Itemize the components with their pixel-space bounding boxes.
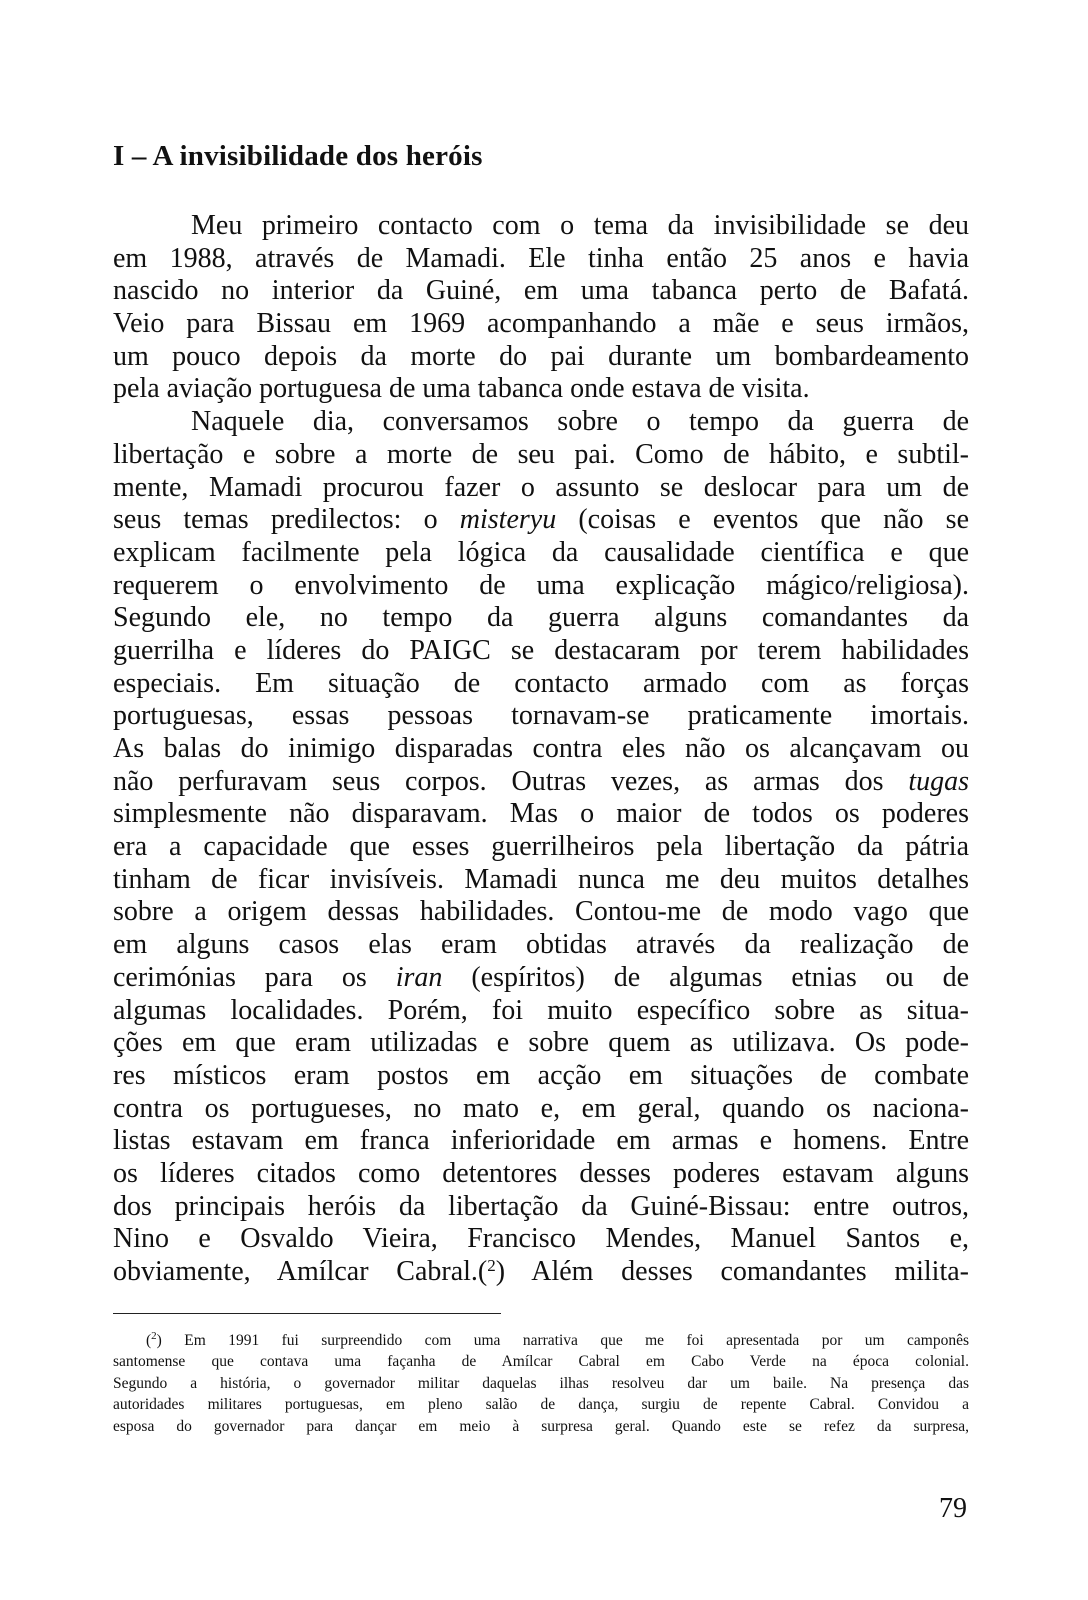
italic-term: misteryu (459, 504, 557, 536)
body-line: libertação e sobre a morte de seu pai. Como de hábito, e subtil- (113, 438, 969, 470)
body-line: os líderes citados como detentores desses poderes estavam alguns (113, 1157, 969, 1189)
body-line (113, 504, 969, 537)
body-line: em 1988, através de Mamadi. Ele tinha então 25 anos e havia (113, 242, 969, 274)
footnote-marker: 2 (151, 1330, 157, 1342)
body-line (113, 962, 969, 995)
footnote-line: esposa do governador para dançar em meio à surpresa geral. Quando este se refez da surpresa, (113, 1417, 969, 1435)
body-line: Segundo ele, no tempo da guerra alguns comandantes da (113, 602, 969, 634)
body-line: algumas localidades. Porém, foi muito específico sobre as situa- (113, 994, 969, 1026)
body-line: Meu primeiro contacto com o tema da invisibilidade se deu (191, 210, 969, 241)
body-line-part: ) Além desses comandantes milita- (495, 1256, 969, 1287)
body-line: especiais. Em situação de contacto armado com as forças (113, 667, 969, 699)
body-line: pela aviação portuguesa de uma tabanca onde estava de visita. (113, 373, 810, 405)
footnote-paren: ( (146, 1332, 152, 1349)
body-line (113, 1256, 969, 1289)
body-line: um pouco depois da morte do pai durante um bombardeamento (113, 340, 969, 372)
body-line: em alguns casos elas eram obtidas através da realização de (113, 929, 969, 961)
body-line: Veio para Bissau em 1969 acompanhando a mãe e seus irmãos, (113, 308, 969, 340)
body-line-part: obviamente, Amílcar Cabral.( (113, 1256, 488, 1287)
body-line: res místicos eram postos em acção em situações de combate (113, 1059, 969, 1091)
footnote-line: santomense que contava uma façanha de Amílcar Cabral em Cabo Verde na época colonial. (113, 1353, 969, 1371)
footnote-line-part: ) Em 1991 fui surpreendido com uma narrativa que me foi apresentada por um camponês (156, 1332, 969, 1349)
body-line: contra os portugueses, no mato e, em geral, quando os naciona- (113, 1092, 969, 1124)
body-line: mente, Mamadi procurou fazer o assunto se deslocar para um de (113, 471, 969, 503)
body-line: listas estavam em franca inferioridade em armas e homens. Entre (113, 1125, 969, 1157)
body-line: sobre a origem dessas habilidades. Contou-me de modo vago que (113, 896, 969, 928)
body-line-part: cerimónias para os (113, 961, 367, 993)
footnote-line (113, 1330, 969, 1351)
body-line: ções em que eram utilizadas e sobre quem as utilizava. Os pode- (113, 1027, 969, 1059)
italic-term: iran (395, 961, 443, 993)
footnote-line: autoridades militares portuguesas, em pleno salão de dança, surgiu de repente Cabral. Convidou a (113, 1396, 969, 1414)
footnote-divider (113, 1313, 501, 1314)
body-line: nascido no interior da Guiné, em uma tabanca perto de Bafatá. (113, 275, 969, 307)
body-line-part: seus temas predilectos: o (113, 504, 438, 536)
body-line: requerem o envolvimento de uma explicação mágico/religiosa). (113, 569, 969, 601)
section-heading: I – A invisibilidade dos heróis (113, 140, 483, 172)
body-line (113, 766, 969, 799)
body-line-part: (coisas e eventos que não se (578, 504, 970, 536)
body-line: portuguesas, essas pessoas tornavam-se praticamente imortais. (113, 700, 969, 732)
body-line: dos principais heróis da libertação da Guiné-Bissau: entre outros, (113, 1190, 969, 1222)
body-line-part: não perfuravam seus corpos. Outras vezes, as armas dos (113, 765, 884, 797)
footnote-reference[interactable]: 2 (487, 1256, 496, 1275)
page-number: 79 (939, 1493, 967, 1524)
body-line: explicam facilmente pela lógica da causalidade científica e que (113, 536, 969, 568)
body-line: guerrilha e líderes do PAIGC se destacaram por terem habilidades (113, 634, 969, 666)
body-line: era a capacidade que esses guerrilheiros pela libertação da pátria (113, 831, 969, 863)
body-line: simplesmente não disparavam. Mas o maior de todos os poderes (113, 798, 969, 830)
body-line: Naquele dia, conversamos sobre o tempo da guerra de (191, 406, 969, 438)
body-line: tinham de ficar invisíveis. Mamadi nunca me deu muitos detalhes (113, 863, 969, 895)
body-line: Nino e Osvaldo Vieira, Francisco Mendes, Manuel Santos e, (113, 1223, 969, 1255)
footnote (113, 1330, 969, 1437)
body-line-part: (espíritos) de algumas etnias ou de (471, 961, 970, 993)
footnote-line: Segundo a história, o governador militar daquelas ilhas resolveu dar um baile. Na presença das (113, 1374, 969, 1392)
body-line: As balas do inimigo disparadas contra eles não os alcançavam ou (113, 733, 969, 764)
italic-term: tugas (908, 765, 969, 797)
body-text (113, 210, 969, 1289)
